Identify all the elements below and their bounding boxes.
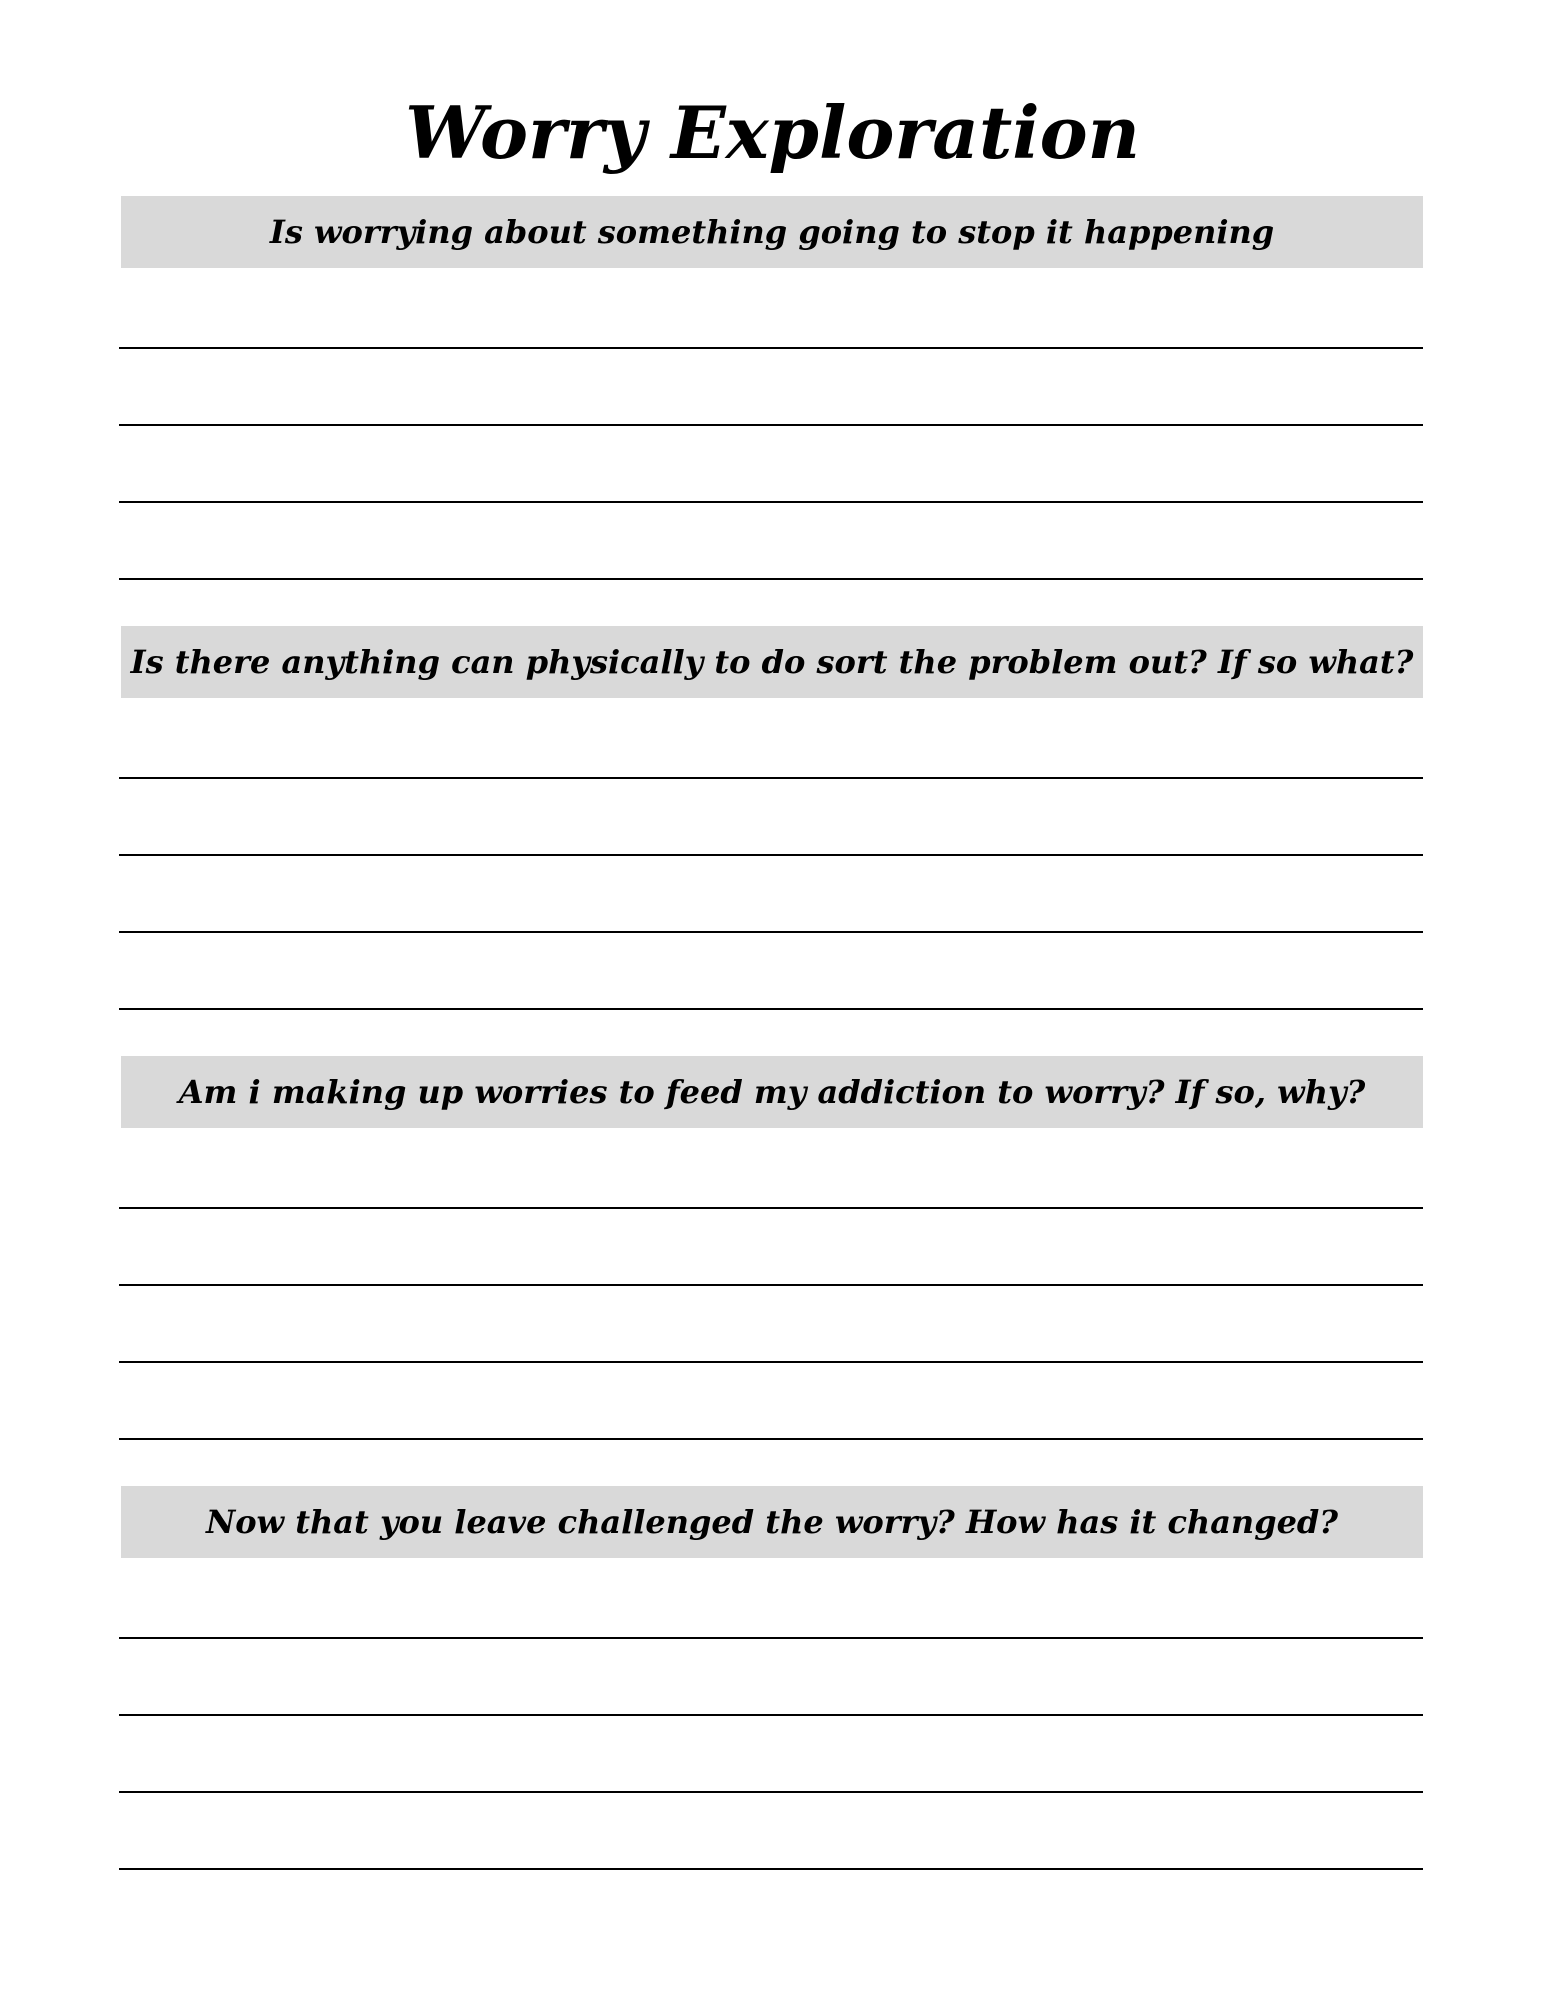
question-text: Am i making up worries to feed my addiction to worry? If so, why? bbox=[178, 1073, 1366, 1111]
answer-line[interactable] bbox=[119, 931, 1423, 933]
answer-line[interactable] bbox=[119, 777, 1423, 779]
answer-line[interactable] bbox=[119, 347, 1423, 349]
answer-line[interactable] bbox=[119, 1791, 1423, 1793]
answer-line[interactable] bbox=[119, 501, 1423, 503]
worksheet-section-1 bbox=[0, 196, 1545, 606]
question-band bbox=[121, 626, 1423, 698]
worksheet-section-3 bbox=[0, 1056, 1545, 1466]
answer-line[interactable] bbox=[119, 1284, 1423, 1286]
question-band bbox=[121, 1486, 1423, 1558]
page-title: Worry Exploration bbox=[405, 90, 1140, 175]
answer-line[interactable] bbox=[119, 1207, 1423, 1209]
question-text: Is there anything can physically to do sort the problem out? If so what? bbox=[130, 643, 1414, 681]
answer-line[interactable] bbox=[119, 424, 1423, 426]
worksheet-section-4 bbox=[0, 1486, 1545, 1896]
question-text: Is worrying about something going to stop it happening bbox=[269, 213, 1275, 251]
worksheet-section-2 bbox=[0, 626, 1545, 1036]
answer-line[interactable] bbox=[119, 1361, 1423, 1363]
question-text: Now that you leave challenged the worry? How has it changed? bbox=[205, 1503, 1339, 1541]
answer-line[interactable] bbox=[119, 1008, 1423, 1010]
answer-line[interactable] bbox=[119, 1637, 1423, 1639]
question-band bbox=[121, 196, 1423, 268]
answer-line[interactable] bbox=[119, 854, 1423, 856]
question-band bbox=[121, 1056, 1423, 1128]
answer-line[interactable] bbox=[119, 1438, 1423, 1440]
answer-line[interactable] bbox=[119, 578, 1423, 580]
answer-line[interactable] bbox=[119, 1714, 1423, 1716]
answer-line[interactable] bbox=[119, 1868, 1423, 1870]
